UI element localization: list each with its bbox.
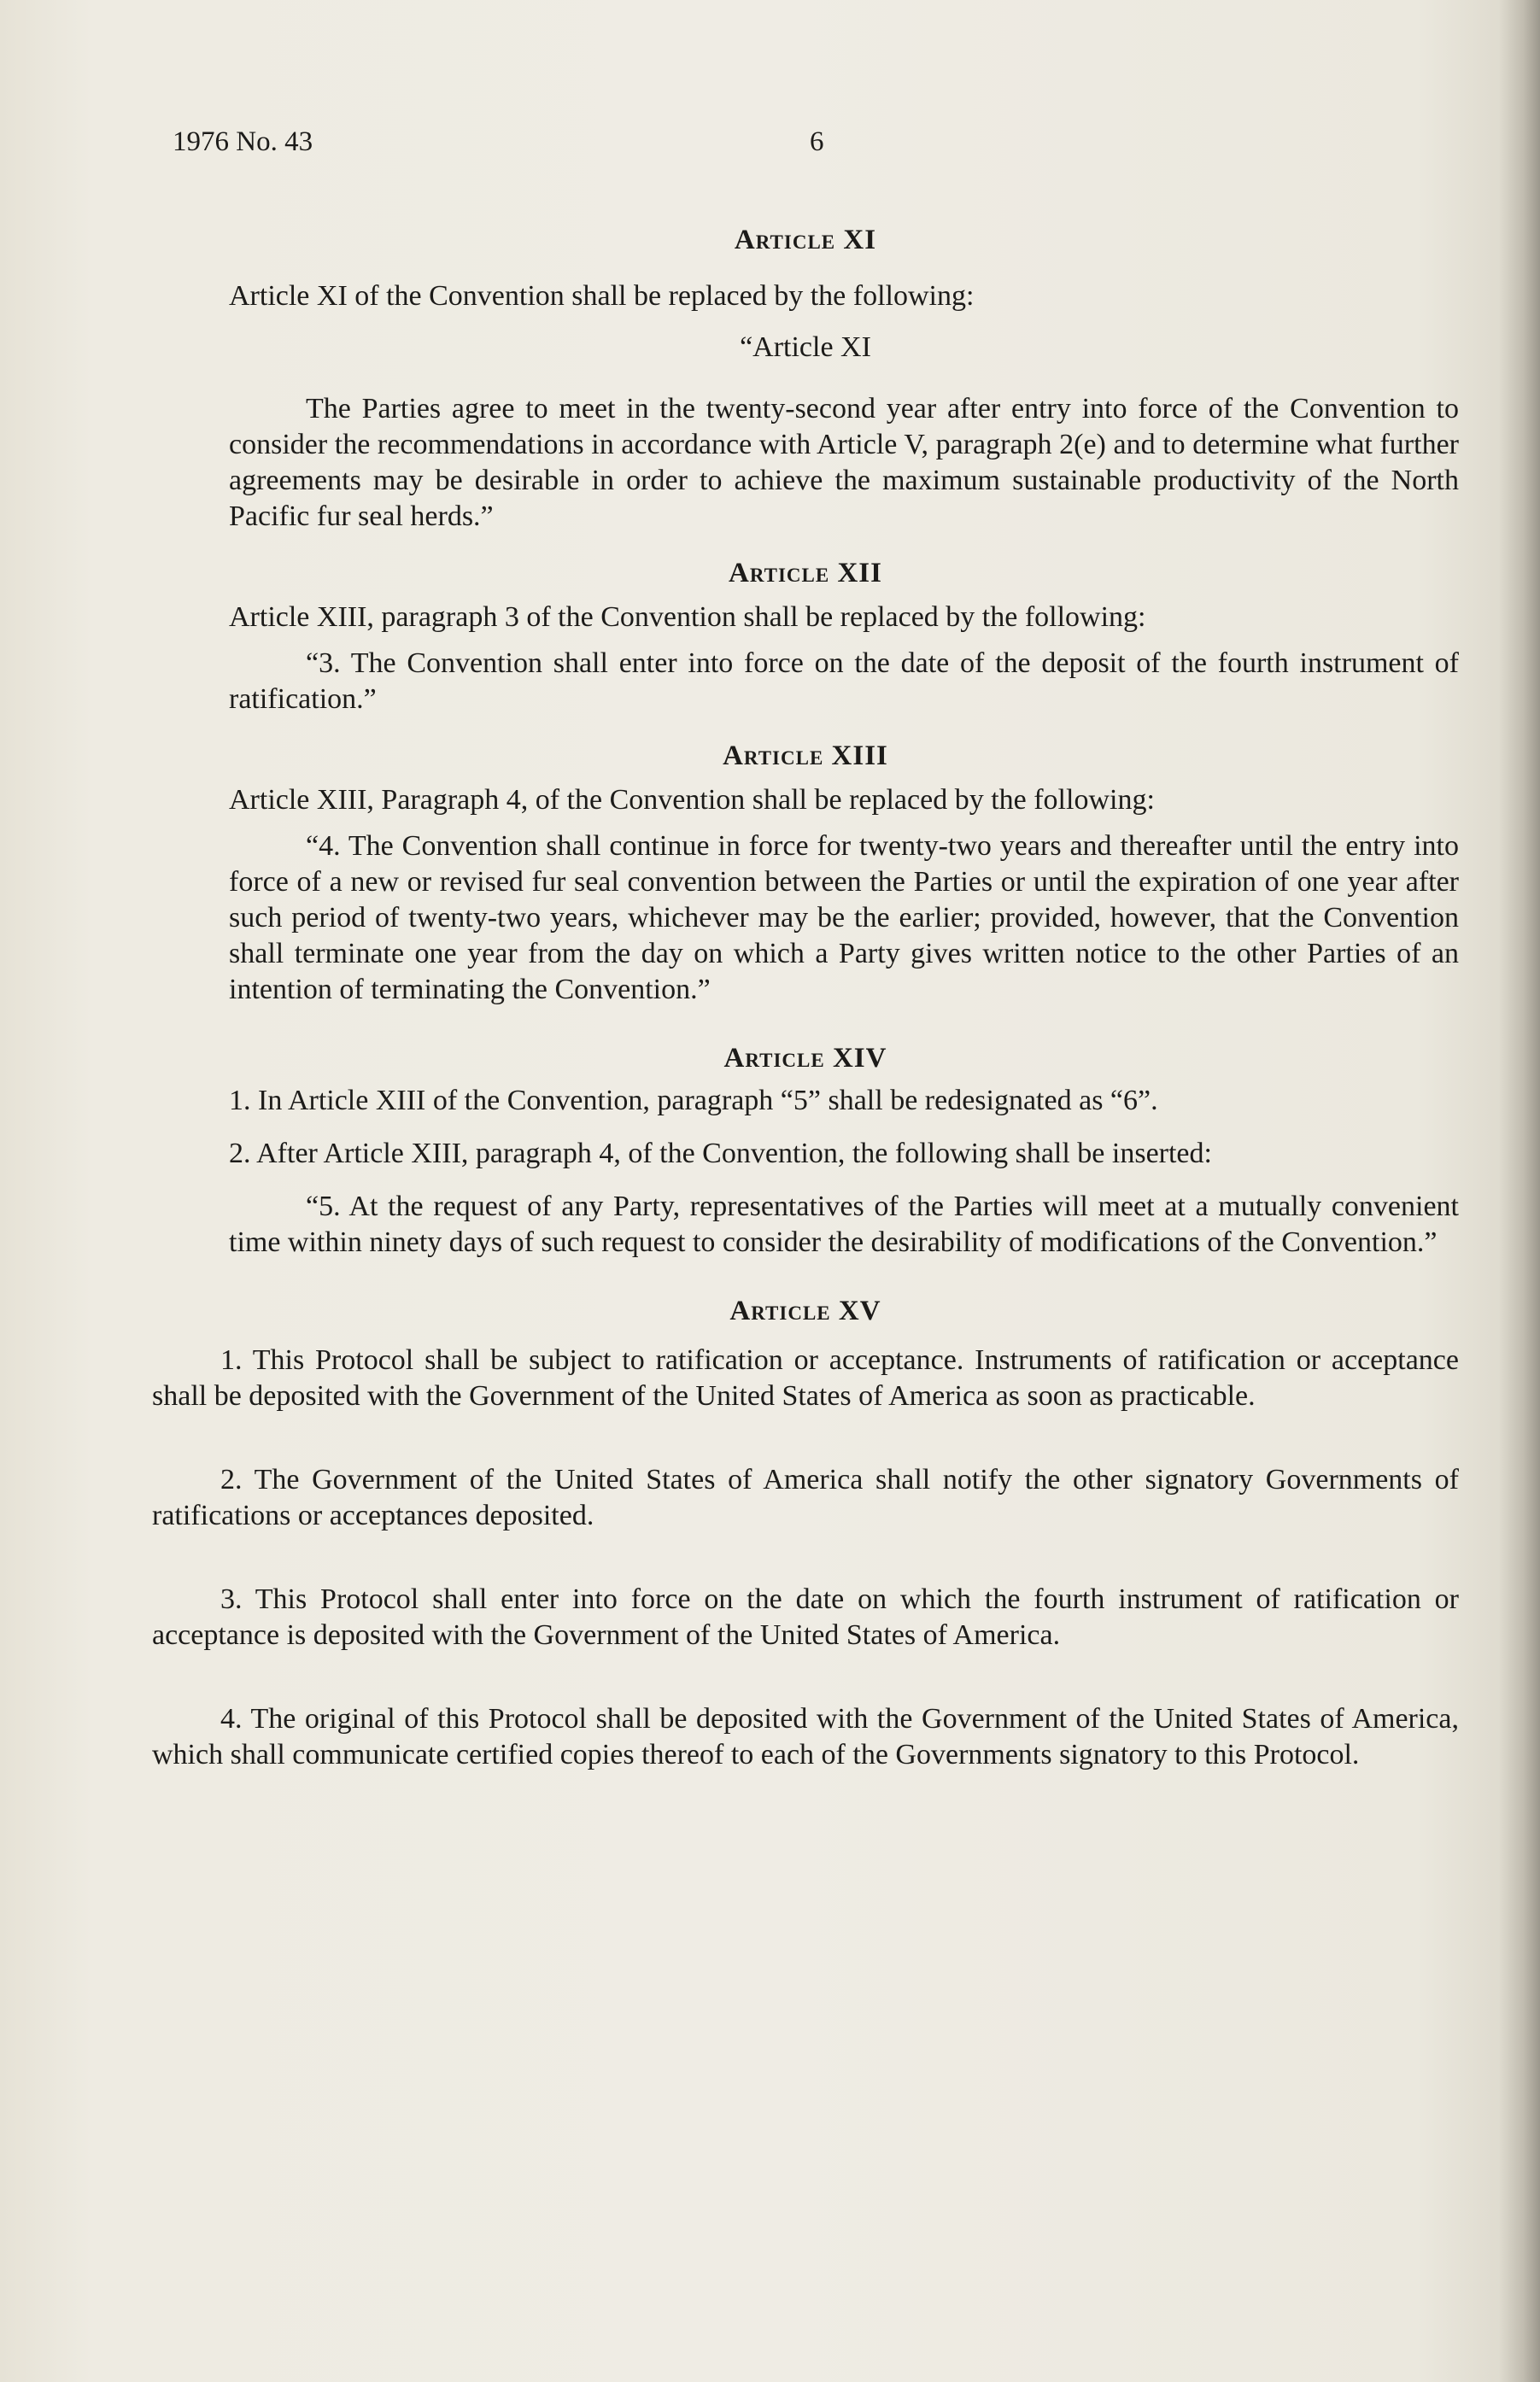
article-xv-para-3: 3. This Protocol shall enter into force on the date on which the fourth instrument of ratification or acceptance is deposited with the Government of the United States of America. xyxy=(152,1583,1459,1651)
page-number: 6 xyxy=(810,126,824,157)
article-xiii-section xyxy=(152,736,1459,1008)
article-xiv-item-2: 2. After Article XIII, paragraph 4, of the Convention, the following shall be inserted: xyxy=(229,1138,1212,1169)
article-xi-quote-heading: “Article XI xyxy=(740,331,871,363)
article-xiv-section xyxy=(152,1039,1459,1261)
article-xiv-heading: Article XIV xyxy=(723,1043,887,1074)
article-xii-intro: Article XIII, paragraph 3 of the Convention shall be replaced by the following: xyxy=(229,601,1146,633)
article-xii-section xyxy=(152,553,1459,717)
year-number-label: 1976 No. 43 xyxy=(173,126,313,157)
article-xv-para-4: 4. The original of this Protocol shall be deposited with the Government of the United States of America, which shall communicate certified copies thereof to each of the Governments signatory to this Protocol. xyxy=(152,1703,1459,1770)
document-body xyxy=(152,220,1459,1773)
article-xiii-intro: Article XIII, Paragraph 4, of the Convention shall be replaced by the following: xyxy=(229,784,1155,816)
article-xi-section xyxy=(152,220,1459,535)
article-xii-text: “3. The Convention shall enter into force on the date of the deposit of the fourth instrument of ratification.” xyxy=(229,647,1459,715)
article-xi-heading: Article XI xyxy=(734,225,877,255)
article-xiii-text: “4. The Convention shall continue in force for twenty-two years and thereafter until the entry into force of a new or revised fur seal convention between the Parties or until the expiration of one year after such period of twenty-two years, whichever may be the earlier; provided, however, that the Convention shall terminate one year from the day on which a Party gives written notice to the other Parties of an intention of terminating the Convention.” xyxy=(229,830,1459,1005)
article-xi-text: The Parties agree to meet in the twenty-second year after entry into force of the Convention to consider the recommendations in accordance with Article V, paragraph 2(e) and to determine what further agreements may be desirable in order to achieve the maximum sustainable productivity of the North Pacific fur seal herds.” xyxy=(229,393,1459,532)
page-header xyxy=(173,126,1454,178)
article-xv-para-2: 2. The Government of the United States of America shall notify the other signatory Governments of ratifications or acceptances deposited. xyxy=(152,1464,1459,1531)
article-xv-para-1: 1. This Protocol shall be subject to ratification or acceptance. Instruments of ratification or acceptance shall be deposited with the Government of the United States of America as soon as practicable. xyxy=(152,1344,1459,1412)
article-xi-intro: Article XI of the Convention shall be replaced by the following: xyxy=(229,280,975,312)
binding-shadow xyxy=(1499,0,1540,2382)
article-xiv-quote: “5. At the request of any Party, representatives of the Parties will meet at a mutually convenient time within ninety days of such request to consider the desirability of modifications of the Convention.” xyxy=(229,1191,1459,1258)
article-xii-heading: Article XII xyxy=(729,558,882,588)
article-xiii-heading: Article XIII xyxy=(723,740,888,771)
article-xv-heading: Article XV xyxy=(729,1296,881,1326)
article-xiv-item-1: 1. In Article XIII of the Convention, paragraph “5” shall be redesignated as “6”. xyxy=(229,1085,1158,1116)
article-xv-section xyxy=(152,1291,1459,1773)
